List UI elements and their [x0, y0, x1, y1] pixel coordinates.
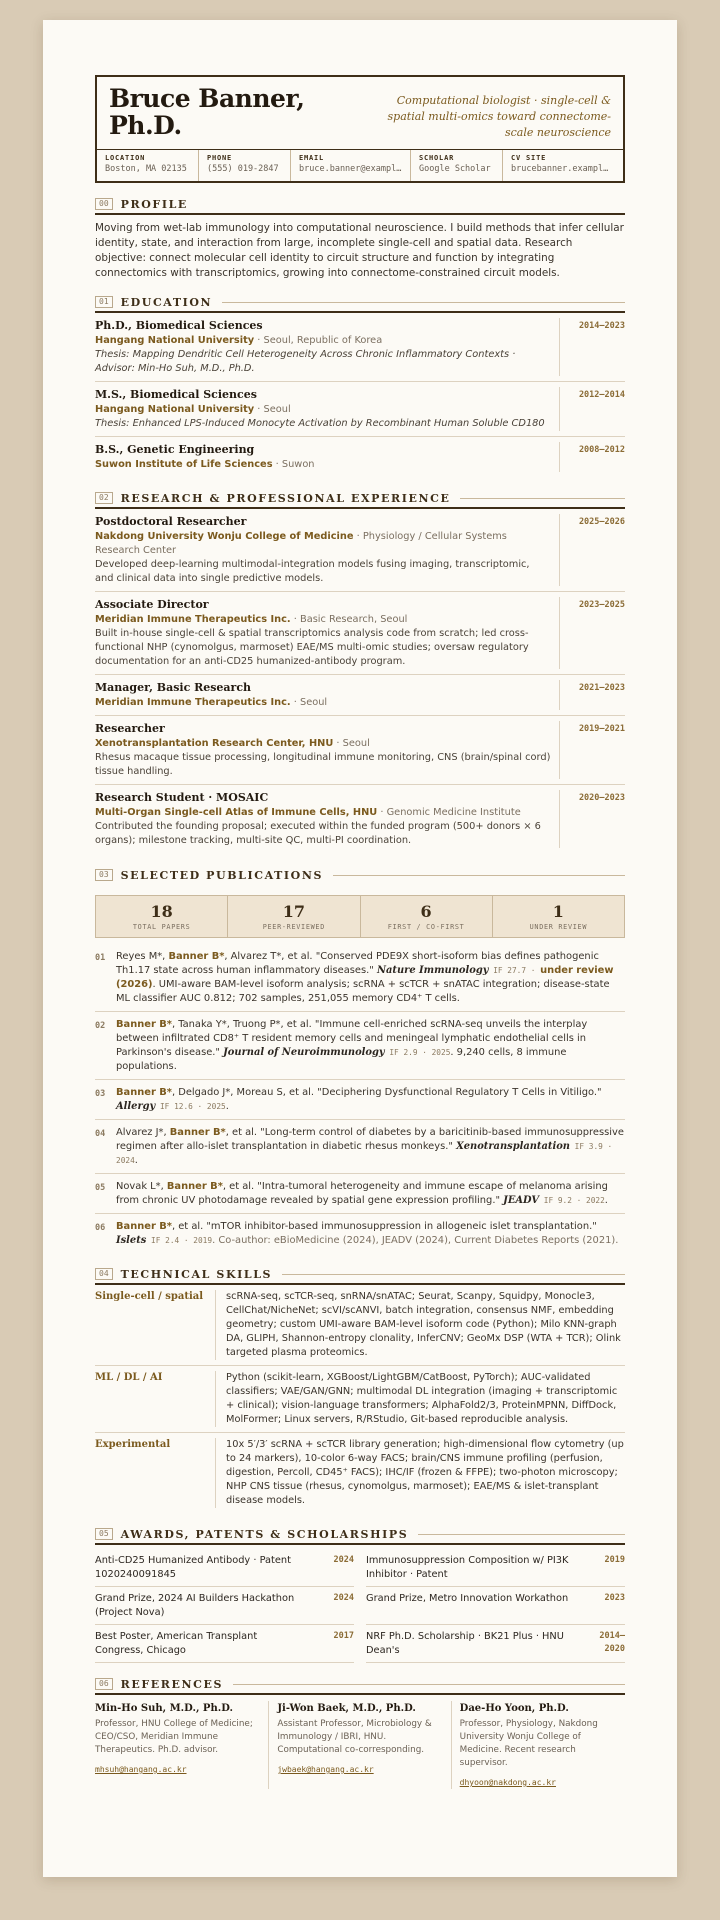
skill-category: Single-cell / spatial [95, 1291, 204, 1302]
publication-number: 04 [95, 1129, 106, 1139]
section-title: AWARDS, PATENTS & SCHOLARSHIPS [120, 1527, 409, 1541]
entry-location: · Seoul [333, 738, 370, 749]
reference-card [269, 1701, 451, 1789]
entry-title: Manager, Basic Research [95, 681, 252, 694]
pub-journal: JEADV [503, 1195, 540, 1206]
entry-title: Postdoctoral Researcher [95, 515, 247, 528]
contact-cv-site[interactable] [503, 150, 623, 181]
reference-email-link[interactable]: jwbaek@hangang.ac.kr [277, 1765, 374, 1774]
publication-citation [116, 1180, 625, 1208]
entry-location: · Seoul [254, 404, 291, 415]
pub-title: , et al. "Long-term control of diabetes by a baricitinib-based immunosuppressive regimen after allo-islet transplantation in diabetic rhesus monkeys." [116, 1127, 624, 1152]
pub-note: . [225, 1101, 229, 1112]
stat-label: UNDER REVIEW [529, 923, 588, 931]
section-number: 05 [95, 1528, 113, 1540]
section-title: REFERENCES [120, 1677, 224, 1691]
publication-stats [95, 895, 625, 938]
resume-content [95, 75, 625, 1789]
award-item [95, 1549, 354, 1587]
entry-title: Associate Director [95, 598, 209, 611]
entry-org [95, 530, 551, 558]
pub-self-author: Banner B* [116, 1087, 172, 1098]
pub-impact: IF 2.4 · 2019 [146, 1236, 213, 1245]
award-title: Anti-CD25 Humanized Antibody · Patent 1020240091845 [95, 1555, 291, 1580]
section-header-education [95, 295, 625, 313]
stat-label: FIRST / CO-FIRST [387, 923, 465, 931]
publication-number: 03 [95, 1089, 106, 1099]
section-title: RESEARCH & PROFESSIONAL EXPERIENCE [120, 491, 451, 505]
entry-title: Research Student · MOSAIC [95, 791, 269, 804]
award-title: Immunosuppression Composition w/ PI3K Inhibitor · Patent [366, 1555, 569, 1580]
pub-authors: Novak L*, [116, 1181, 167, 1192]
candidate-name [109, 85, 304, 149]
pub-note: . Co-author: eBioMedicine (2024), JEADV (2024), Current Diabetes Reports (2021). [212, 1235, 619, 1246]
education-entry [95, 382, 625, 437]
award-item [95, 1625, 354, 1663]
pub-self-author: Banner B* [169, 1127, 226, 1138]
award-item [366, 1625, 625, 1663]
entry-location: · Seoul, Republic of Korea [254, 335, 383, 346]
entry-title: B.S., Genetic Engineering [95, 443, 255, 456]
contact-email[interactable] [291, 150, 411, 181]
skill-row [95, 1366, 625, 1433]
contact-value[interactable]: (555) 019-2847 [207, 164, 279, 174]
award-year: 2023 [604, 1593, 625, 1603]
entry-org-name: Meridian Immune Therapeutics Inc. [95, 697, 291, 708]
section-number: 04 [95, 1268, 113, 1280]
contact-label: PHONE [207, 154, 233, 162]
pub-authors: Reyes M*, [116, 951, 169, 962]
section-rule [460, 498, 625, 499]
stat-number: 6 [420, 902, 432, 921]
reference-name: Min-Ho Suh, M.D., Ph.D. [95, 1703, 233, 1714]
section-header-publications [95, 867, 625, 885]
awards-grid [95, 1549, 625, 1663]
experience-list [95, 509, 625, 853]
pub-title: , Alvarez T*, et al. "Conserved PDE9X short-isoform bias defines pathogenic Th1.17 state across human inflammatory diseases." [116, 951, 599, 976]
skill-category: ML / DL / AI [95, 1372, 163, 1383]
section-rule [418, 1534, 625, 1535]
experience-entry [95, 592, 625, 675]
publication-item [95, 1012, 625, 1080]
award-year: 2017 [333, 1631, 354, 1641]
publication-number: 02 [95, 1021, 106, 1031]
section-number: 03 [95, 869, 113, 881]
reference-name: Dae-Ho Yoon, Ph.D. [459, 1703, 569, 1714]
section-title: PROFILE [120, 197, 188, 211]
entry-location: · Suwon [272, 459, 315, 470]
skill-details: scRNA-seq, scTCR-seq, snRNA/snATAC; Seurat, Scanpy, Squidpy, Monocle3, CellChat/NicheNet; scVI/scANVI, batch integration, consensus NMF, embedding geometry; custom UMI-aware BAM-level isoform code (Python); Milo KNN-graph DA, GLIPH, Shannon-entropy clonality, InferCNV; GeoMx DSP (WTA + TCR); Olink targeted plasma proteomics. [215, 1290, 625, 1360]
contact-value[interactable]: bruce.banner@exampl… [299, 164, 402, 174]
section-header-awards [95, 1527, 625, 1545]
section-header-experience [95, 491, 625, 509]
stat-peer-reviewed [228, 896, 360, 937]
tagline: Computational biologist · single-cell & spatial multi-omics toward connectome-scale neuroscience [387, 94, 611, 139]
section-title: SELECTED PUBLICATIONS [120, 868, 324, 882]
award-year: 2024 [333, 1555, 354, 1565]
skill-category: Experimental [95, 1439, 171, 1450]
section-header-skills [95, 1267, 625, 1285]
pub-impact: IF 27.7 · [488, 966, 541, 975]
publication-item [95, 944, 625, 1012]
entry-org [95, 696, 551, 710]
entry-title: Ph.D., Biomedical Sciences [95, 319, 263, 332]
publication-citation [116, 1086, 625, 1114]
experience-entry [95, 716, 625, 785]
entry-description: Rhesus macaque tissue processing, longitudinal immune monitoring, CNS (brain/spinal cord) tissue handling. [95, 752, 551, 777]
skill-details: 10x 5′/3′ scRNA + scTCR library generation; high-dimensional flow cytometry (up to 24 markers), 10-color 6-way FACS; brain/CNS immune profiling (perfusion, digestion, Percoll, CD45⁺ FACS); IHC/IF (frozen & FFPE); two-photon microscopy; NHP CNS tissue (rhesus, cynomolgus, marmoset); EAE/MS & islet-transplant disease models. [215, 1438, 625, 1508]
award-title: Grand Prize, 2024 AI Builders Hackathon (Project Nova) [95, 1593, 295, 1618]
section-title: EDUCATION [120, 295, 213, 309]
stat-first-author [361, 896, 493, 937]
stat-under-review [493, 896, 624, 937]
entry-date: 2014–2023 [559, 318, 625, 376]
pub-impact: IF 2.9 · 2025 [384, 1048, 451, 1057]
award-title: Best Poster, American Transplant Congress, Chicago [95, 1631, 258, 1656]
contact-value: Boston, MA 02135 [105, 164, 187, 174]
reference-email-link[interactable]: mhsuh@hangang.ac.kr [95, 1765, 187, 1774]
entry-org-name: Xenotransplantation Research Center, HNU [95, 738, 334, 749]
entry-location: · Physiology / Cellular Systems Research Center [95, 531, 507, 556]
entry-date: 2019–2021 [559, 721, 625, 779]
pub-impact: IF 3.9 · 2024 [116, 1142, 613, 1165]
contact-value[interactable]: brucebanner.exampl… [511, 164, 609, 174]
entry-org [95, 737, 551, 751]
publication-list [95, 944, 625, 1253]
pub-self-author: Banner B* [168, 951, 225, 962]
entry-date: 2021–2023 [559, 680, 625, 710]
entry-title: Researcher [95, 722, 165, 735]
skills-list [95, 1285, 625, 1513]
pub-note: . UMI-aware BAM-level isoform analysis; scRNA + scTCR + snATAC integration; disease-state ML classifier AUC 0.812; 702 samples, 251,055 memory CD4⁺ T cells. [116, 979, 610, 1004]
pub-journal: Nature Immunology [376, 965, 489, 976]
education-entry [95, 437, 625, 477]
pub-journal: Xenotransplantation [456, 1141, 570, 1152]
publication-citation [116, 950, 625, 1006]
section-header-references [95, 1677, 625, 1695]
award-title: NRF Ph.D. Scholarship · BK21 Plus · HNU Dean's [366, 1631, 564, 1656]
section-rule [333, 875, 625, 876]
section-rule [222, 302, 625, 303]
publication-item [95, 1174, 625, 1214]
pub-journal: Islets [116, 1235, 147, 1246]
pub-journal: Journal of Neuroimmunology [223, 1047, 385, 1058]
section-title: TECHNICAL SKILLS [120, 1267, 273, 1281]
section-rule [282, 1274, 625, 1275]
stat-number: 18 [150, 902, 173, 921]
entry-location: · Seoul [290, 697, 328, 708]
experience-entry [95, 675, 625, 716]
contact-phone[interactable] [199, 150, 291, 181]
publication-number: 06 [95, 1223, 106, 1233]
resume-page [43, 20, 677, 1877]
section-number: 02 [95, 492, 113, 504]
award-year: 2024 [333, 1593, 354, 1603]
reference-card [95, 1701, 269, 1789]
contact-label: LOCATION [105, 154, 146, 162]
pub-note: . [134, 1155, 138, 1166]
experience-entry [95, 785, 625, 853]
pub-self-author: Banner B* [116, 1019, 172, 1030]
publication-item [95, 1214, 625, 1253]
pub-journal: Allergy [116, 1101, 156, 1112]
entry-description: Developed deep-learning multimodal-integration models fusing imaging, transcriptomic, and clinical data into single predictive models. [95, 559, 530, 584]
entry-description: Thesis: Enhanced LPS-Induced Monocyte Activation by Recombinant Human Soluble CD180 [95, 418, 545, 429]
reference-name: Ji-Won Baek, M.D., Ph.D. [277, 1703, 416, 1714]
section-header-profile [95, 197, 625, 215]
reference-card [452, 1701, 625, 1789]
entry-description: Thesis: Mapping Dendritic Cell Heterogeneity Across Chronic Inflammatory Contexts · Advisor: Min-Ho Suh, M.D., Ph.D. [95, 349, 516, 374]
entry-org [95, 334, 551, 348]
contact-scholar[interactable] [411, 150, 503, 181]
stat-total-papers [96, 896, 228, 937]
section-number: 00 [95, 198, 113, 210]
reference-description: Professor, HNU College of Medicine; CEO/CSO, Meridian Immune Therapeutics. Ph.D. advisor. [95, 1719, 253, 1755]
skill-row [95, 1433, 625, 1513]
entry-description: Built in-house single-cell & spatial transcriptomics analysis code from scratch; led cross-functional NHP (cynomolgus, marmoset) EAE/MS multi-omic studies; oversaw regulatory documentation for an anti-CD25 humanized-antibody program. [95, 628, 529, 667]
entry-org-name: Meridian Immune Therapeutics Inc. [95, 614, 291, 625]
publication-citation [116, 1018, 625, 1074]
contact-label: SCHOLAR [419, 154, 455, 162]
award-item [95, 1587, 354, 1625]
section-number: 06 [95, 1678, 113, 1690]
entry-location: · Genomic Medicine Institute [377, 807, 521, 818]
pub-impact: IF 12.6 · 2025 [155, 1102, 226, 1111]
publication-citation [116, 1126, 625, 1168]
entry-date: 2020–2023 [559, 790, 625, 848]
name-line-2: Ph.D. [109, 111, 182, 140]
header-top [97, 77, 623, 149]
award-year: 2014–2020 [599, 1631, 625, 1654]
award-title: Grand Prize, Metro Innovation Workathon [366, 1593, 569, 1604]
entry-org-name: Multi-Organ Single-cell Atlas of Immune Cells, HNU [95, 807, 378, 818]
pub-note: . 9,240 cells, 8 immune populations. [116, 1047, 567, 1072]
skill-row [95, 1285, 625, 1366]
contact-location [97, 150, 199, 181]
stat-label: PEER-REVIEWED [262, 923, 326, 931]
entry-org [95, 613, 551, 627]
award-year: 2019 [604, 1555, 625, 1565]
entry-description: Contributed the founding proposal; executed within the funded program (500+ donors × 6 organs); milestone tracking, multi-site QC, multi-PI coordination. [95, 821, 541, 846]
pub-note: . [604, 1195, 608, 1206]
entry-org [95, 806, 551, 820]
pub-title: , Tanaka Y*, Truong P*, et al. "Immune cell-enriched scRNA-seq unveils the interplay between infiltrated CD8⁺ T resident memory cells and meningeal lymphatic endothelial cells in Parkinson's disease." [116, 1019, 588, 1058]
section-number: 01 [95, 296, 113, 308]
stat-number: 17 [282, 902, 305, 921]
entry-date: 2012–2014 [559, 387, 625, 431]
pub-authors: Alvarez J*, [116, 1127, 170, 1138]
publication-number: 01 [95, 953, 106, 963]
contact-bar [97, 149, 623, 181]
entry-date: 2023–2025 [559, 597, 625, 669]
pub-self-author: Banner B* [116, 1221, 172, 1232]
publication-item [95, 1080, 625, 1120]
name-line-1: Bruce Banner, [109, 84, 305, 113]
header-box [95, 75, 625, 183]
profile-text: Moving from wet-lab immunology into computational neuroscience. I build methods that infer cellular identity, state, and interaction from large, incomplete single-cell and spatial data. Research objective: connect molecular cell identity to circuit structure and function by integrating connectomics with transcriptomics, growing into connectome-constrained circuit models. [95, 222, 624, 279]
pub-self-author: Banner B* [166, 1181, 223, 1192]
entry-org-name: Hangang National University [95, 404, 255, 415]
pub-title: , et al. "mTOR inhibitor-based immunosuppression in allogeneic islet transplantation." [171, 1221, 597, 1232]
entry-org [95, 458, 551, 472]
entry-org [95, 403, 551, 417]
pub-impact: IF 9.2 · 2022 [539, 1196, 605, 1205]
contact-value[interactable]: Google Scholar [419, 164, 491, 174]
entry-location: · Basic Research, Seoul [290, 614, 408, 625]
entry-org-name: Hangang National University [95, 335, 255, 346]
pub-title: , Delgado J*, Moreau S, et al. "Deciphering Dysfunctional Regulatory T Cells in Vitiligo." [171, 1087, 602, 1098]
stat-label: TOTAL PAPERS [132, 923, 191, 931]
publication-citation [116, 1220, 625, 1248]
contact-label: CV SITE [511, 154, 547, 162]
entry-org-name: Suwon Institute of Life Sciences [95, 459, 273, 470]
section-rule [233, 1684, 625, 1685]
references-list [95, 1701, 625, 1789]
contact-label: EMAIL [299, 154, 325, 162]
award-item [366, 1549, 625, 1587]
reference-description: Assistant Professor, Microbiology & Immunology / IBRI, HNU. Computational co-corresponding. [277, 1719, 432, 1755]
reference-email-link[interactable]: dhyoon@nakdong.ac.kr [459, 1778, 556, 1787]
entry-date: 2008–2012 [559, 442, 625, 472]
award-item [366, 1587, 625, 1625]
education-entry [95, 313, 625, 382]
pub-title: , et al. "Intra-tumoral heterogeneity and immune escape of melanoma arising from chronic UV photodamage revealed by spatial gene expression profiling." [116, 1181, 608, 1206]
entry-title: M.S., Biomedical Sciences [95, 388, 257, 401]
entry-date: 2025–2026 [559, 514, 625, 586]
skill-details: Python (scikit-learn, XGBoost/LightGBM/CatBoost, PyTorch); AUC-validated classifiers; VAE/GAN/GNN; multimodal DL integration (imaging + transcriptomic + clinical); vision-language transformers; AlphaFold2/3, ProteinMPNN, DiffDock, MolFormer; Linux servers, R/RStudio, Git-based reproducible analysis. [215, 1371, 625, 1427]
experience-entry [95, 509, 625, 592]
publication-item [95, 1120, 625, 1174]
stat-number: 1 [552, 902, 564, 921]
publication-number: 05 [95, 1183, 106, 1193]
education-list [95, 313, 625, 477]
pub-status: under review (2026) [116, 965, 614, 990]
reference-description: Professor, Physiology, Nakdong University Wonju College of Medicine. Recent research supervisor. [459, 1719, 598, 1768]
entry-org-name: Nakdong University Wonju College of Medicine [95, 531, 354, 542]
